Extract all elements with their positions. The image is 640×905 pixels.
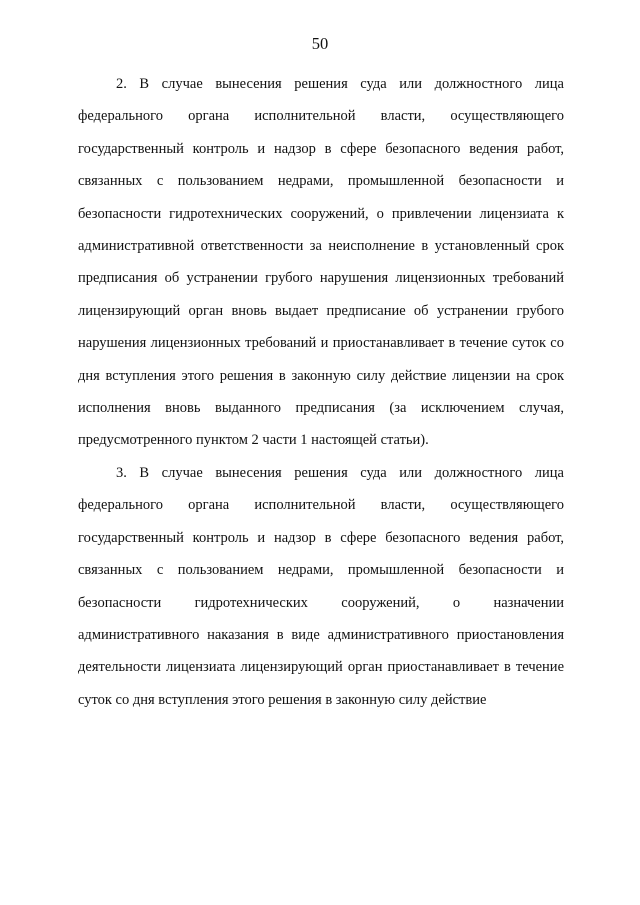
document-body [78, 68, 564, 716]
paragraph-3: 3. В случае вынесения решения суда или должностного лица федерального органа исполнительной власти, осуществляющего государственный контроль и надзор в сфере безопасного ведения работ, связанных с пользованием недрами, промышленной безопасности и безопасности гидротехнических сооружений, о назначении административного наказания в виде административного приостановления деятельности лицензиата лицензирующий орган приостанавливает в течение суток со дня вступления этого решения в законную силу действие [78, 464, 564, 708]
page-number: 50 [311, 34, 329, 53]
paragraph-2: 2. В случае вынесения решения суда или должностного лица федерального органа исполнительной власти, осуществляющего государственный контроль и надзор в сфере безопасного ведения работ, связанных с пользованием недрами, промышленной безопасности и безопасности гидротехнических сооружений, о привлечении лицензиата к административной ответственности за неисполнение в установленный срок предписания об устранении грубого нарушения лицензионных требований лицензирующий орган вновь выдает предписание об устранении грубого нарушения лицензионных требований и приостанавливает в течение суток со дня вступления этого решения в законную силу действие лицензии на срок исполнения вновь выданного предписания (за исключением случая, предусмотренного пунктом 2 части 1 настоящей статьи). [78, 76, 564, 449]
